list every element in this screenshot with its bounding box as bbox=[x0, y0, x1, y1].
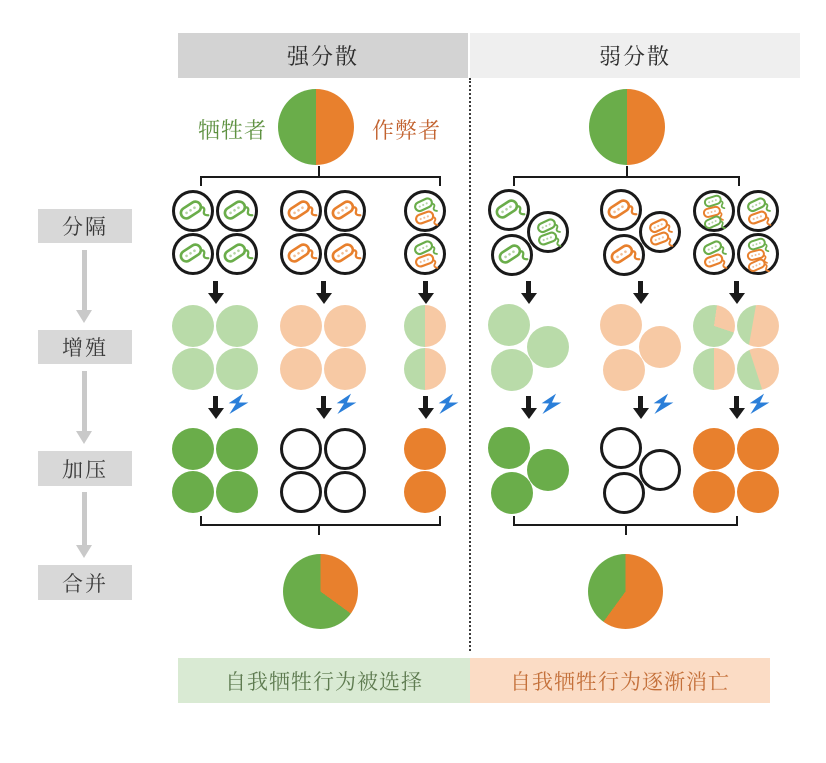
post-pressure-circle bbox=[639, 449, 681, 491]
flow-arrow-head bbox=[208, 293, 224, 304]
subpopulation-plate-circle bbox=[216, 233, 258, 275]
grown-population-circle bbox=[404, 348, 446, 390]
subpopulation-plate-circle bbox=[693, 233, 735, 275]
post-pressure-circle bbox=[172, 471, 214, 513]
post-pressure-circle bbox=[600, 427, 642, 469]
subpopulation-plate-circle bbox=[491, 234, 533, 276]
post-pressure-circle bbox=[280, 428, 322, 470]
grown-population-circle bbox=[737, 348, 779, 390]
step-arrow-head bbox=[76, 545, 92, 558]
subpopulation-plate-circle bbox=[280, 233, 322, 275]
bracket-tick bbox=[626, 166, 628, 176]
flow-arrow-head bbox=[633, 408, 649, 419]
bracket-hook bbox=[513, 516, 515, 526]
bacterium-icon bbox=[173, 232, 216, 274]
step-label-separate: 分隔 bbox=[38, 209, 132, 243]
legend-cheater-label: 作弊者 bbox=[372, 118, 442, 143]
subpopulation-plate-circle bbox=[737, 190, 779, 232]
flow-arrow-head bbox=[316, 408, 332, 419]
grown-population-circle bbox=[216, 305, 258, 347]
step-arrow-head bbox=[76, 310, 92, 323]
post-pressure-circle bbox=[280, 471, 322, 513]
bracket-hook bbox=[439, 176, 441, 186]
step-arrow-shaft bbox=[82, 250, 87, 310]
post-pressure-circle bbox=[693, 471, 735, 513]
subpopulation-plate-circle bbox=[639, 211, 681, 253]
post-pressure-circle bbox=[603, 472, 645, 514]
post-pressure-circle bbox=[216, 471, 258, 513]
subpopulation-plate-circle bbox=[737, 233, 779, 275]
step-arrow-shaft bbox=[82, 492, 87, 545]
subpopulation-plate-circle bbox=[603, 234, 645, 276]
flow-arrow-head bbox=[418, 293, 434, 304]
bacterium-icon bbox=[281, 232, 324, 274]
bracket-line bbox=[200, 176, 441, 178]
lightning-icon bbox=[747, 392, 772, 417]
post-pressure-circle bbox=[527, 449, 569, 491]
grown-population-circle bbox=[693, 348, 735, 390]
subpopulation-plate-circle bbox=[324, 233, 366, 275]
bracket-hook bbox=[200, 516, 202, 526]
bracket-hook bbox=[513, 176, 515, 186]
grown-population-circle bbox=[639, 326, 681, 368]
subpopulation-plate-circle bbox=[324, 190, 366, 232]
bracket-hook bbox=[439, 516, 441, 526]
bracket-hook bbox=[200, 176, 202, 186]
flow-arrow-head bbox=[316, 293, 332, 304]
subpopulation-plate-circle bbox=[527, 211, 569, 253]
outcome-banner-selected: 自我牺牲行为被选择 bbox=[178, 658, 470, 703]
bracket-tick bbox=[318, 166, 320, 176]
subpopulation-plate-circle bbox=[172, 233, 214, 275]
subpopulation-plate-circle bbox=[216, 190, 258, 232]
flow-arrow-head bbox=[521, 408, 537, 419]
bacterium-icon bbox=[489, 189, 532, 231]
grown-population-circle bbox=[172, 305, 214, 347]
bracket-hook bbox=[736, 516, 738, 526]
outcome-banner-dies-out: 自我牺牲行为逐渐消亡 bbox=[470, 658, 770, 703]
grown-population-circle bbox=[693, 305, 735, 347]
subpopulation-plate-circle bbox=[488, 189, 530, 231]
bacterium-icon bbox=[173, 189, 216, 231]
final-mix-pie bbox=[588, 554, 663, 629]
flow-arrow-head bbox=[418, 408, 434, 419]
subpopulation-plate-circle bbox=[280, 190, 322, 232]
step-arrow-shaft bbox=[82, 371, 87, 431]
final-mix-pie bbox=[283, 554, 358, 629]
flow-arrow-head bbox=[729, 293, 745, 304]
subpopulation-plate-circle bbox=[404, 233, 446, 275]
lightning-icon bbox=[334, 392, 359, 417]
post-pressure-circle bbox=[324, 428, 366, 470]
grown-population-circle bbox=[324, 348, 366, 390]
grown-population-circle bbox=[280, 348, 322, 390]
grown-population-circle bbox=[216, 348, 258, 390]
flow-arrow-head bbox=[208, 408, 224, 419]
post-pressure-circle bbox=[404, 428, 446, 470]
initial-mix-pie bbox=[589, 89, 665, 165]
bacterium-icon bbox=[281, 189, 324, 231]
legend-sacrificer-label: 牺牲者 bbox=[198, 118, 268, 143]
step-label-merge: 合并 bbox=[38, 565, 132, 600]
step-label-pressurize: 加压 bbox=[38, 451, 132, 486]
bracket-line bbox=[200, 524, 441, 526]
grown-population-circle bbox=[280, 305, 322, 347]
flow-arrow-head bbox=[729, 408, 745, 419]
lightning-icon bbox=[226, 392, 251, 417]
post-pressure-circle bbox=[737, 471, 779, 513]
post-pressure-circle bbox=[404, 471, 446, 513]
initial-mix-pie bbox=[278, 89, 354, 165]
subpopulation-plate-circle bbox=[600, 189, 642, 231]
column-divider bbox=[469, 78, 471, 651]
grown-population-circle bbox=[491, 349, 533, 391]
bacterium-icon bbox=[325, 232, 368, 274]
grown-population-circle bbox=[737, 305, 779, 347]
column-header-weak-dispersal: 弱分散 bbox=[470, 33, 800, 78]
post-pressure-circle bbox=[324, 471, 366, 513]
lightning-icon bbox=[436, 392, 461, 417]
bracket-tick bbox=[625, 526, 627, 535]
step-arrow-head bbox=[76, 431, 92, 444]
bacterium-icon bbox=[601, 189, 644, 231]
flow-arrow-head bbox=[521, 293, 537, 304]
bracket-tick bbox=[318, 526, 320, 535]
grown-population-circle bbox=[527, 326, 569, 368]
bacterium-icon bbox=[217, 232, 260, 274]
flow-arrow-head bbox=[633, 293, 649, 304]
post-pressure-circle bbox=[488, 427, 530, 469]
post-pressure-circle bbox=[737, 428, 779, 470]
lightning-icon bbox=[651, 392, 676, 417]
bracket-line bbox=[513, 176, 740, 178]
step-label-proliferate: 增殖 bbox=[38, 330, 132, 364]
column-header-strong-dispersal: 强分散 bbox=[178, 33, 468, 78]
grown-population-circle bbox=[488, 304, 530, 346]
subpopulation-plate-circle bbox=[404, 190, 446, 232]
lightning-icon bbox=[539, 392, 564, 417]
post-pressure-circle bbox=[216, 428, 258, 470]
grown-population-circle bbox=[324, 305, 366, 347]
subpopulation-plate-circle bbox=[172, 190, 214, 232]
grown-population-circle bbox=[600, 304, 642, 346]
subpopulation-plate-circle bbox=[693, 190, 735, 232]
post-pressure-circle bbox=[693, 428, 735, 470]
bacterium-icon bbox=[217, 189, 260, 231]
grown-population-circle bbox=[404, 305, 446, 347]
bacterium-icon bbox=[325, 189, 368, 231]
grown-population-circle bbox=[172, 348, 214, 390]
post-pressure-circle bbox=[172, 428, 214, 470]
post-pressure-circle bbox=[491, 472, 533, 514]
bracket-hook bbox=[738, 176, 740, 186]
grown-population-circle bbox=[603, 349, 645, 391]
